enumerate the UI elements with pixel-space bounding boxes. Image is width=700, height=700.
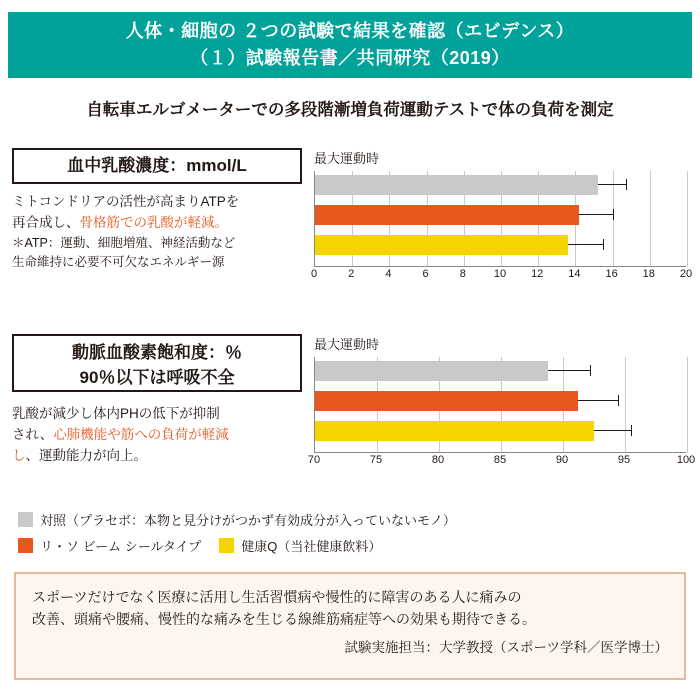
section1-desc-line-4: 生命維持に必要不可欠なエネルギー源 — [12, 255, 225, 270]
bar — [315, 235, 568, 255]
x-tick-label: 16 — [605, 268, 618, 280]
section1-description — [12, 192, 312, 273]
gridline — [687, 171, 688, 267]
chart-lactate-plot — [314, 171, 686, 267]
footer-note-credit: 試験実施担当：大学教授（スポーツ学科／医学博士） — [344, 639, 668, 655]
legend-item-0 — [18, 510, 456, 529]
legend-label-kenkoq: 健康Q（当社健康飲料） — [241, 539, 382, 554]
section2-desc-line-3-plain: 、運動能力が向上。 — [25, 447, 147, 463]
x-tick-label: 12 — [531, 268, 544, 280]
bar-group — [315, 361, 686, 381]
section2-desc-line-1: 乳酸が減少し体内PHの低下が抑制 — [12, 406, 220, 421]
section1-desc-line-2-highlight: 骨格筋での乳酸が軽減。 — [79, 214, 228, 230]
bar — [315, 421, 594, 441]
bar — [315, 175, 598, 195]
error-bar — [578, 400, 618, 401]
x-tick-label: 70 — [307, 454, 321, 466]
chart-legend — [18, 510, 678, 562]
legend-row-2 — [18, 536, 678, 555]
bar — [315, 205, 579, 225]
error-bar-cap — [631, 425, 632, 436]
legend-row-1 — [18, 510, 678, 529]
bar — [315, 361, 548, 381]
section2-desc-line-3-highlight: し — [12, 447, 26, 463]
x-tick-label: 95 — [617, 454, 631, 466]
x-tick-label: 0 — [310, 268, 318, 280]
header-banner — [8, 12, 692, 78]
error-bar-cap — [603, 239, 604, 250]
legend-item-1 — [18, 536, 201, 555]
x-tick-label: 2 — [348, 268, 355, 280]
error-bar — [548, 370, 590, 371]
chart-spo2-xticks — [307, 453, 696, 469]
x-tick-label: 80 — [431, 454, 445, 466]
legend-swatch-beam — [18, 538, 33, 553]
legend-label-beam: リ・ソ ビーム シールタイプ — [40, 539, 202, 554]
section2-title-line-1: 動脈血酸素飽和度：％ — [72, 343, 242, 362]
error-bar — [568, 244, 603, 245]
x-tick-label: 100 — [676, 454, 696, 466]
x-tick-label: 14 — [568, 268, 581, 280]
x-tick-label: 10 — [493, 268, 507, 280]
bar-group — [315, 235, 686, 255]
x-tick-label: 90 — [555, 454, 569, 466]
error-bar-cap — [618, 395, 619, 406]
error-bar — [594, 430, 631, 431]
footer-note — [14, 572, 686, 680]
error-bar-cap — [590, 365, 591, 376]
error-bar — [598, 184, 626, 185]
bar-group — [315, 205, 686, 225]
chart-spo2-plot — [314, 357, 686, 453]
chart-lactate-bars — [315, 171, 686, 267]
x-tick-label: 20 — [679, 268, 693, 280]
legend-swatch-kenkoq — [219, 538, 234, 553]
chart-spo2-bars — [315, 357, 686, 453]
x-tick-label: 6 — [422, 268, 429, 280]
header-line-1: 人体・細胞の ２つの試験で結果を確認（エビデンス） — [125, 21, 575, 41]
x-tick-label: 8 — [459, 268, 466, 280]
section2-desc-line-3 — [12, 446, 312, 467]
chart-lactate-title: 最大運動時 — [314, 151, 380, 166]
section2-desc-line-2-plain: され、 — [12, 426, 54, 442]
section1-desc-line-2 — [12, 213, 312, 234]
section2-desc-line-2-highlight: 心肺機能や筋への負荷が軽減 — [53, 426, 229, 442]
section1-title-box: 血中乳酸濃度：mmol/L — [12, 148, 302, 184]
section2-description — [12, 404, 312, 467]
footer-note-line-2: 改善、頭痛や腰痛、慢性的な痛みを生じる線維筋痛症等への効果も期待できる。 — [32, 611, 536, 628]
page-subtitle: 自転車エルゴメーターでの多段階漸増負荷運動テストで体の負荷を測定 — [86, 101, 614, 119]
chart-lactate-xticks — [310, 267, 693, 283]
x-tick-label: 18 — [642, 268, 655, 280]
bar — [315, 391, 578, 411]
bar-group — [315, 175, 686, 195]
bar-group — [315, 421, 686, 441]
x-tick-label: 85 — [493, 454, 507, 466]
gridline — [687, 357, 688, 453]
legend-label-control: 対照（プラセボ：本物と見分けがつかず有効成分が入っていないモノ） — [40, 513, 456, 528]
section2-desc-line-2 — [12, 425, 312, 446]
header-line-2: （１）試験報告書／共同研究（2019） — [190, 48, 510, 68]
error-bar-cap — [626, 179, 627, 190]
chart-lactate — [310, 148, 693, 283]
legend-swatch-control — [18, 512, 33, 527]
section1-desc-line-1: ミトコンドリアの活性が高まりATPを — [12, 194, 240, 209]
chart-spo2-title: 最大運動時 — [314, 337, 380, 352]
section1-desc-line-2-plain: 再合成し、 — [12, 214, 80, 230]
section2-title-box — [12, 334, 302, 392]
legend-item-2 — [219, 536, 381, 555]
x-tick-label: 75 — [369, 454, 383, 466]
bar-group — [315, 391, 686, 411]
section1-desc-line-3: ＊ATP：運動、細胞増殖、神経活動など — [12, 235, 236, 250]
error-bar-cap — [613, 209, 614, 220]
footer-note-line-1: スポーツだけでなく医療に活用し生活習慣病や慢性的に障害のある人に痛みの — [32, 589, 522, 605]
error-bar — [579, 214, 612, 215]
section2-title-line-2: 90％以下は呼吸不全 — [79, 367, 235, 387]
x-tick-label: 4 — [385, 268, 392, 280]
chart-spo2 — [307, 334, 696, 469]
